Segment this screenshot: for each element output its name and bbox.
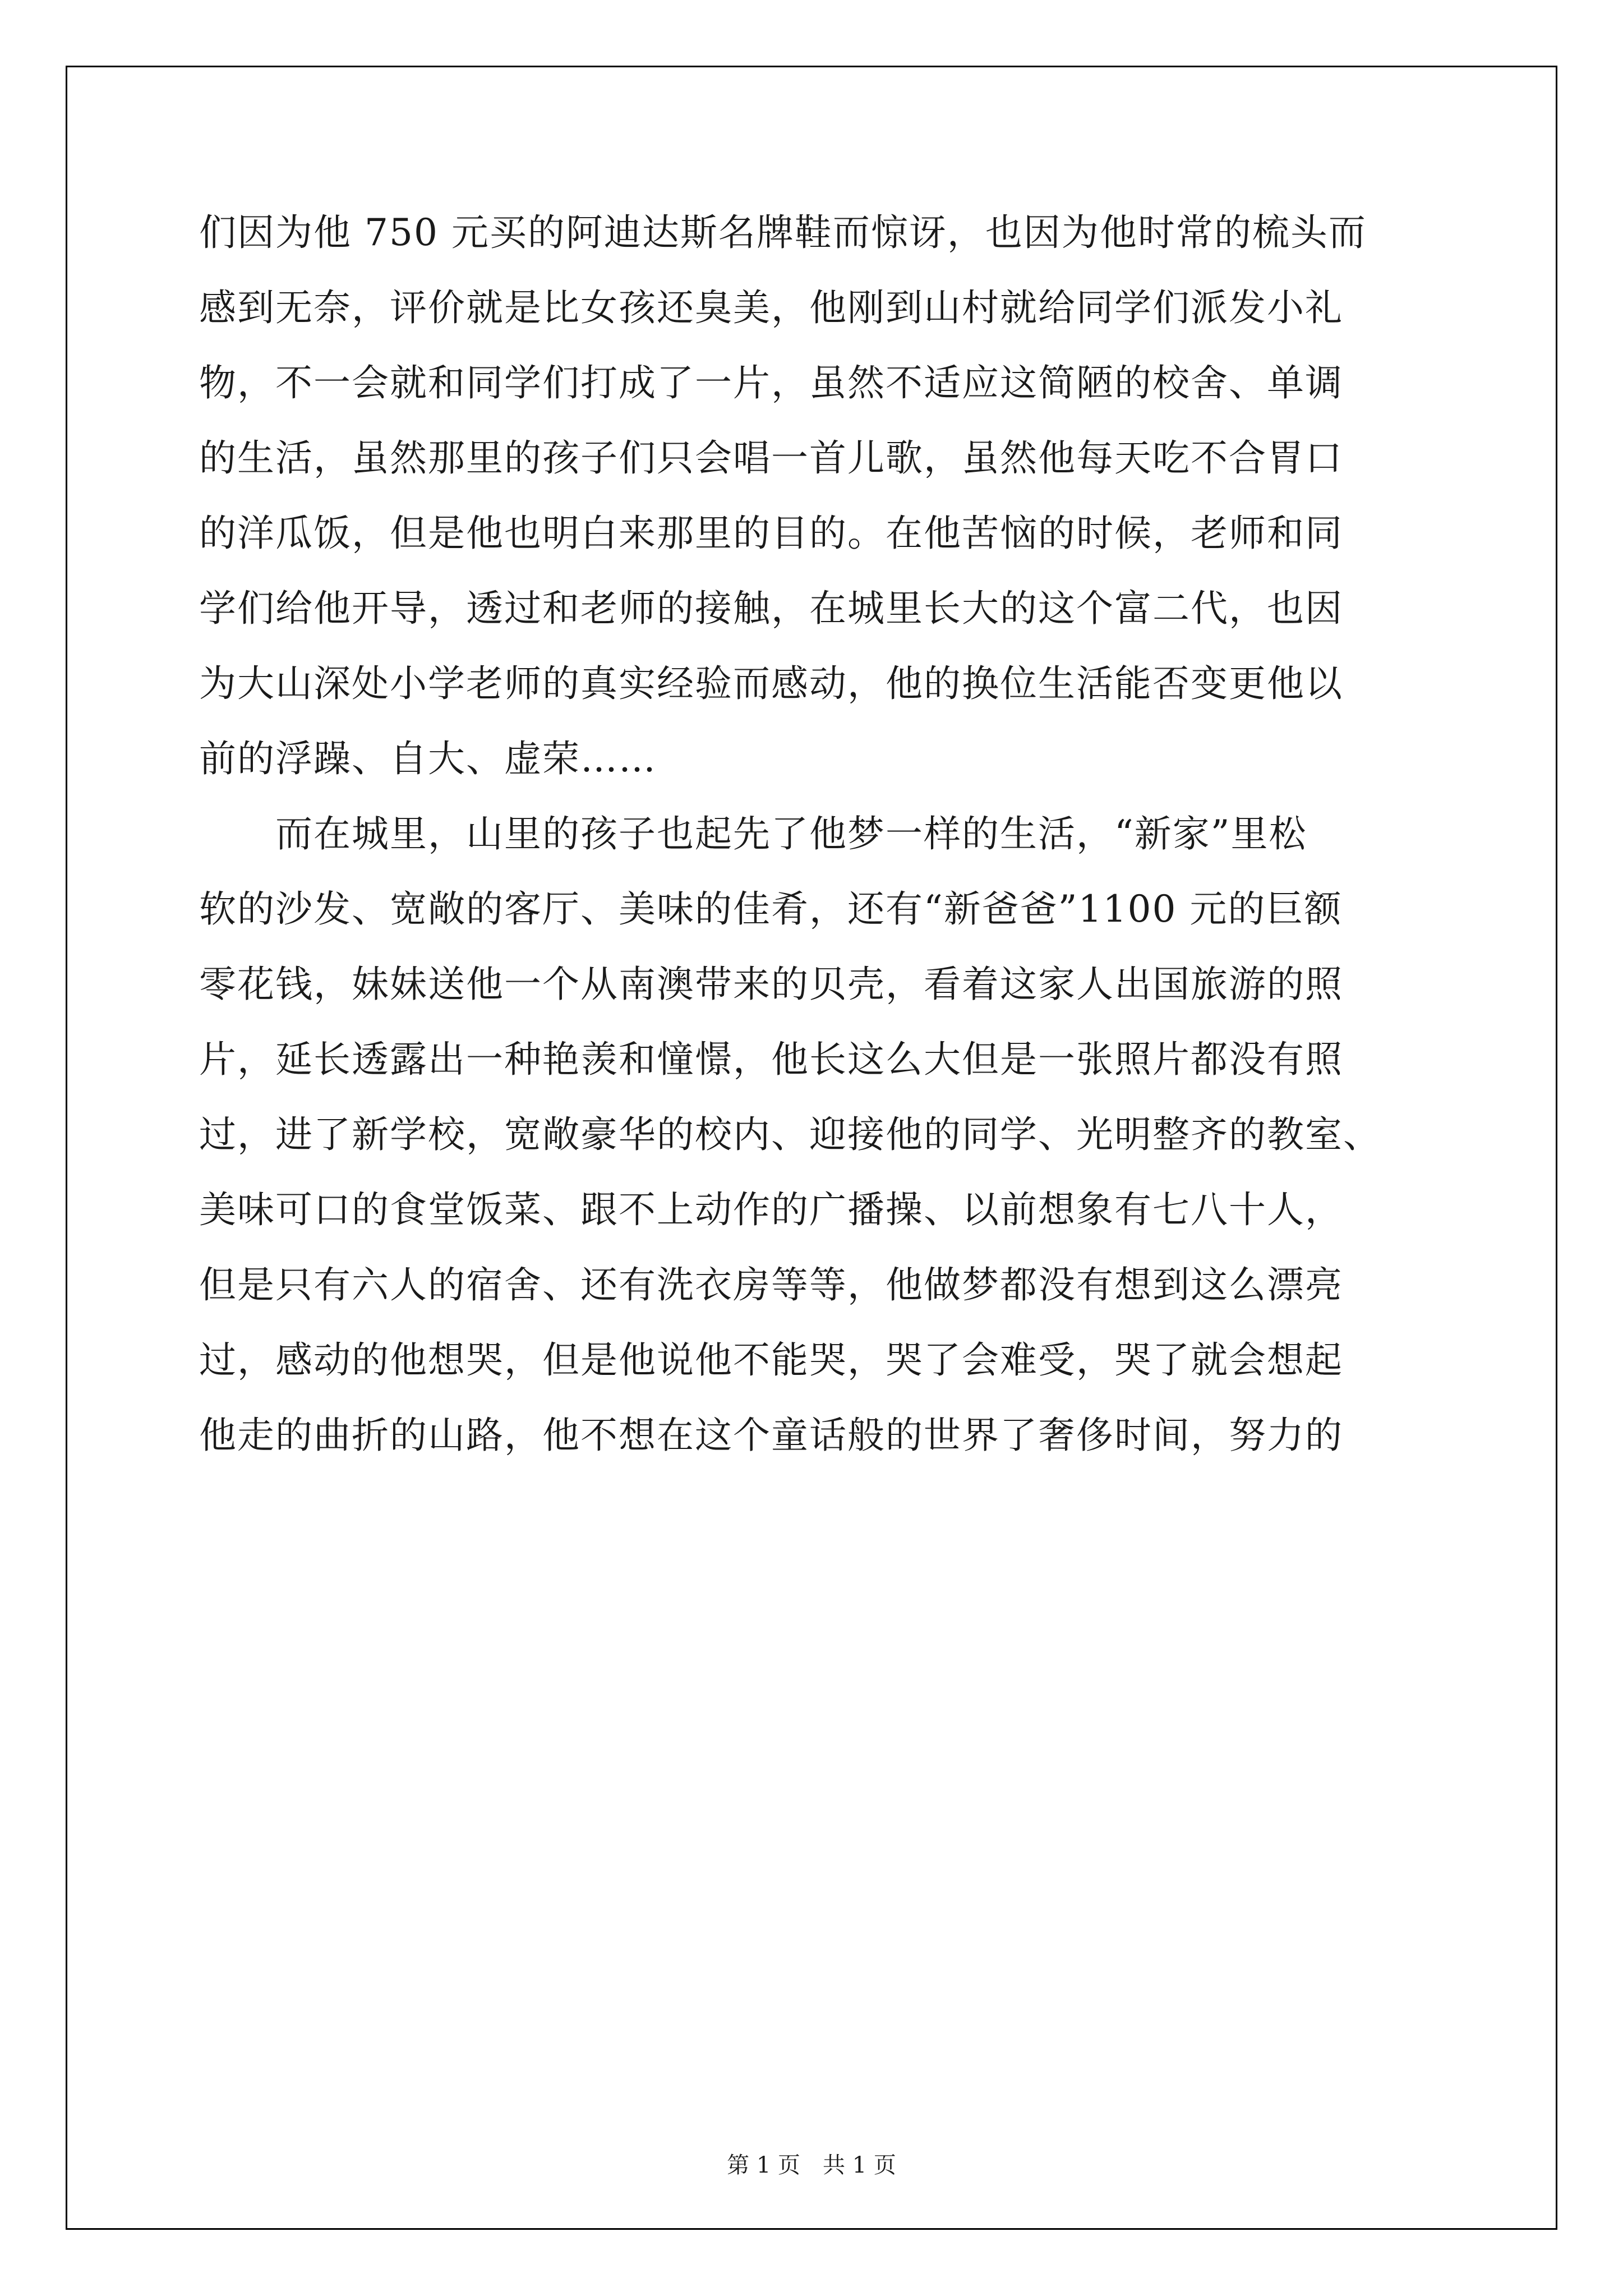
text-line: 过，感动的他想哭，但是他说他不能哭，哭了会难受，哭了就会想起 xyxy=(199,1338,1343,1382)
text-line: 片，延长透露出一种艳羡和憧憬，他长这么大但是一张照片都没有照 xyxy=(199,1038,1343,1081)
text-line: 而在城里，山里的孩子也起先了他梦一样的生活，“新家”里松 xyxy=(199,812,1307,855)
text-line: 前的浮躁、自大、虚荣…… xyxy=(199,737,657,780)
text-line: 他走的曲折的山路，他不想在这个童话般的世界了奢侈时间，努力的 xyxy=(199,1414,1343,1457)
text-line: 的生活，虽然那里的孩子们只会唱一首儿歌，虽然他每天吃不合胃口 xyxy=(199,436,1343,480)
text-line: 们因为他 750 元买的阿迪达斯名牌鞋而惊讶，也因为他时常的梳头而 xyxy=(199,211,1367,254)
text-line: 零花钱，妹妹送他一个从南澳带来的贝壳，看着这家人出国旅游的照 xyxy=(199,963,1343,1006)
text-line: 学们给他开导，透过和老师的接触，在城里长大的这个富二代，也因 xyxy=(199,587,1343,630)
text-line: 软的沙发、宽敞的客厅、美味的佳肴，还有“新爸爸”1100 元的巨额 xyxy=(199,887,1343,931)
text-line: 为大山深处小学老师的真实经验而感动，他的换位生活能否变更他以 xyxy=(199,662,1343,705)
text-line: 物，不一会就和同学们打成了一片，虽然不适应这简陋的校舍、单调 xyxy=(199,361,1343,404)
text-line: 美味可口的食堂饭菜、跟不上动作的广播操、以前想象有七八十人， xyxy=(199,1188,1343,1231)
text-line: 但是只有六人的宿舍、还有洗衣房等等，他做梦都没有想到这么漂亮 xyxy=(199,1263,1343,1306)
page-number-footer: 第 1 页 共 1 页 xyxy=(727,2152,896,2178)
text-line: 过，进了新学校，宽敞豪华的校内、迎接他的同学、光明整齐的教室、 xyxy=(199,1113,1381,1156)
text-line: 的洋瓜饭，但是他也明白来那里的目的。在他苦恼的时候，老师和同 xyxy=(199,512,1343,555)
text-line: 感到无奈，评价就是比女孩还臭美，他刚到山村就给同学们派发小礼 xyxy=(199,286,1343,329)
